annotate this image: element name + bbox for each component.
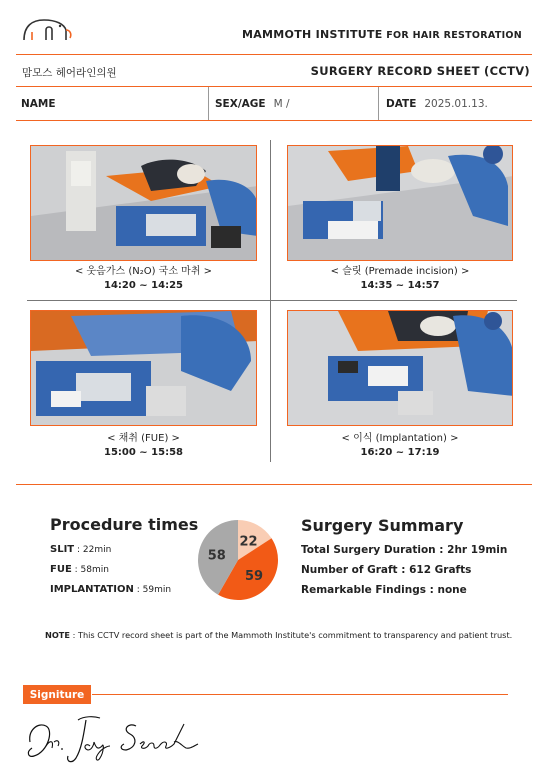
summary-line: Number of Graft : 612 Grafts xyxy=(301,564,472,576)
pie-label-implantation: 59 xyxy=(244,569,264,585)
note-text: : This CCTV record sheet is part of the Mammoth Institute's commitment to transparency and patient trust. xyxy=(70,630,513,640)
sheet-title: SURGERY RECORD SHEET (CCTV) xyxy=(310,64,530,78)
divider xyxy=(16,54,532,55)
grid-divider-vertical xyxy=(270,140,271,462)
patient-info-row xyxy=(16,87,532,120)
photo-caption xyxy=(287,432,513,460)
note-label: NOTE xyxy=(45,630,70,640)
procedure-item xyxy=(50,564,109,575)
procedure-value: : 59min xyxy=(133,585,172,595)
date-value: 2025.01.13. xyxy=(424,97,488,110)
clinic-name: 맘모스 헤어라인의원 xyxy=(22,67,117,79)
procedure-label: SLIT xyxy=(50,544,75,555)
photo-title: < 웃음가스 (N₂O) 국소 마취 > xyxy=(74,266,213,277)
summary-line: Remarkable Findings : none xyxy=(301,584,467,596)
photo-time: 14:20 ~ 14:25 xyxy=(103,280,183,291)
photo-caption xyxy=(30,432,257,460)
procedure-title: Procedure times xyxy=(50,515,199,534)
name-label: NAME xyxy=(21,97,56,110)
summary-line: Total Surgery Duration : 2hr 19min xyxy=(301,544,508,556)
photo-title: < 슬릿 (Premade incision) > xyxy=(330,266,470,277)
pie-label-slit: 22 xyxy=(239,534,258,550)
photo-title: < 채취 (FUE) > xyxy=(107,433,180,444)
divider xyxy=(16,484,532,485)
divider xyxy=(16,120,532,121)
procedure-label: IMPLANTATION xyxy=(50,584,134,595)
note xyxy=(45,630,512,640)
summary-title: Surgery Summary xyxy=(301,516,464,535)
cctv-photo-slit xyxy=(287,145,513,261)
date-cell xyxy=(386,87,488,120)
name-cell xyxy=(21,87,64,120)
pie-label-fue: 58 xyxy=(207,548,226,564)
divider xyxy=(208,87,209,120)
signature-image xyxy=(24,712,204,766)
photo-time: 14:35 ~ 14:57 xyxy=(360,280,440,291)
procedure-value: : 22min xyxy=(74,545,112,555)
grid-divider-horizontal xyxy=(27,300,517,301)
signature-badge: Signiture xyxy=(23,685,91,704)
procedure-label: FUE xyxy=(50,564,72,575)
signature-line xyxy=(92,694,508,695)
photo-time: 15:00 ~ 15:58 xyxy=(103,447,183,458)
brand-main: MAMMOTH INSTITUTE xyxy=(242,28,383,41)
mammoth-logo-icon xyxy=(22,16,74,42)
photo-time: 16:20 ~ 17:19 xyxy=(360,447,440,458)
cctv-photo-anesthesia xyxy=(30,145,257,261)
sex-age-cell xyxy=(215,87,290,120)
brand-sub: FOR HAIR RESTORATION xyxy=(382,30,523,41)
cctv-photo-implantation xyxy=(287,310,513,426)
photo-title: < 이식 (Implantation) > xyxy=(341,433,459,444)
photo-caption xyxy=(287,265,513,293)
divider xyxy=(378,87,379,120)
procedure-item xyxy=(50,584,171,595)
procedure-item xyxy=(50,544,111,555)
brand-title xyxy=(242,28,522,41)
procedure-value: : 58min xyxy=(71,565,109,575)
cctv-photo-fue xyxy=(30,310,257,426)
sex-age-value: M / xyxy=(273,97,290,110)
procedure-pie-chart xyxy=(196,518,280,602)
date-label: DATE xyxy=(386,97,417,110)
sex-age-label: SEX/AGE xyxy=(215,97,266,110)
photo-caption xyxy=(30,265,257,293)
